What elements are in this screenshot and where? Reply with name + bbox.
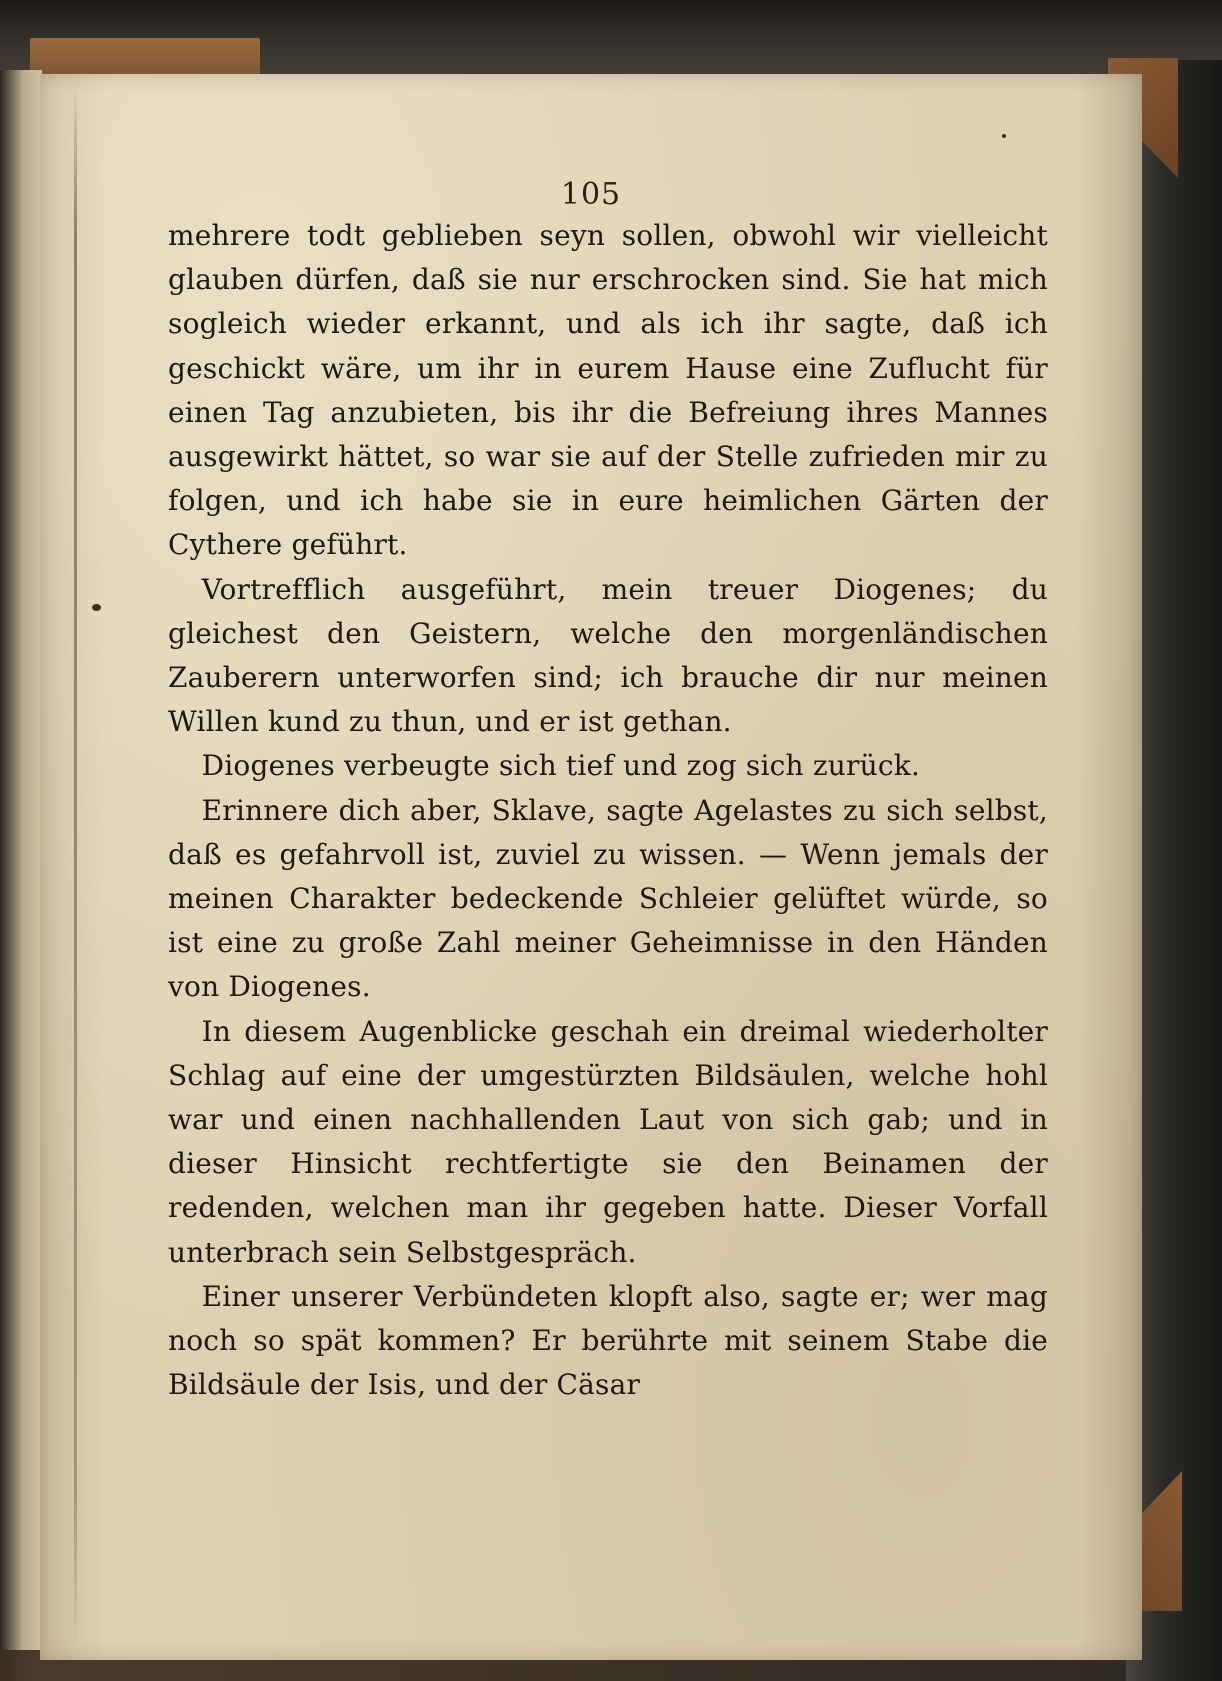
paragraph: Diogenes verbeugte sich tief und zog sich zurück.: [201, 749, 920, 783]
page-number: 105: [560, 177, 622, 212]
page-body-text: [168, 214, 1048, 1407]
book-page: [40, 74, 1142, 1660]
paragraph: Erinnere dich aber, Sklave, sagte Agelastes zu sich selbst, daß es gefahrvoll ist, zuviel zu wissen. — Wenn jemals der meinen Charakter bedeckende Schleier gelüftet würde, so ist eine zu große Zahl meiner Geheimnisse in den Händen von Diogenes.: [168, 793, 1048, 1004]
gutter-shadow: [74, 84, 77, 1644]
ink-spot: [92, 604, 101, 611]
ink-spot: [1002, 134, 1006, 138]
paragraph: Einer unserer Verbündeten klopft also, sagte er; wer mag noch so spät kommen? Er berührte mit seinem Stabe die Bildsäule der Isis, und der Cäsar: [168, 1279, 1048, 1402]
paragraph: Vortrefflich ausgeführt, mein treuer Diogenes; du gleichest den Geistern, welche den morgenländischen Zauberern unterworfen sind; ich brauche dir nur meinen Willen kund zu thun, und er ist gethan.: [168, 572, 1048, 739]
facing-page-edge: [0, 70, 42, 1650]
paragraph: mehrere todt geblieben seyn sollen, obwohl wir vielleicht glauben dürfen, daß sie nur erschrocken sind. Sie hat mich sogleich wieder erkannt, und als ich ihr sagte, daß ich geschickt wäre, um ihr in eurem Hause eine Zuflucht für einen Tag anzubieten, bis ihr die Befreiung ihres Mannes ausgewirkt hättet, so war sie auf der Stelle zufrieden mir zu folgen, und ich habe sie in eure heimlichen Gärten der Cythere geführt.: [168, 219, 1048, 562]
paragraph: In diesem Augenblicke geschah ein dreimal wiederholter Schlag auf eine der umgestürzten Bildsäulen, welche hohl war und einen nachhallenden Laut von sich gab; und in dieser Hinsicht rechtfertigte sie den Beinamen der redenden, welchen man ihr gegeben hatte. Dieser Vorfall unterbrach sein Selbstgespräch.: [168, 1014, 1048, 1269]
